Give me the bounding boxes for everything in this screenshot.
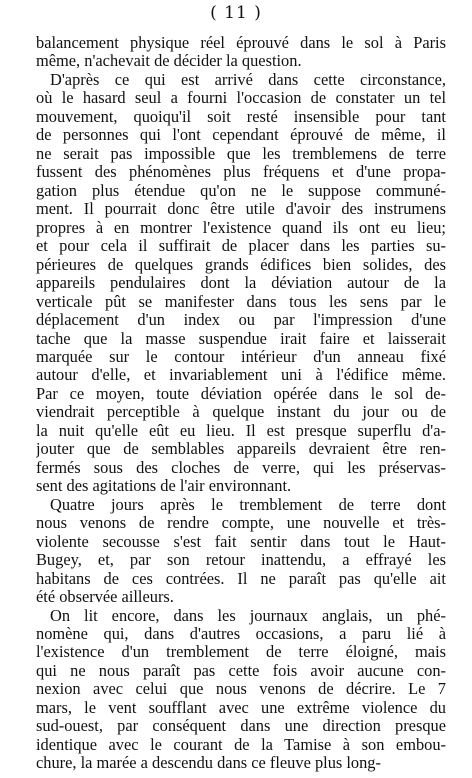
text-line: D'après ce qui est arrivé dans cette circonstance, [50, 70, 446, 89]
paragraph [36, 496, 446, 607]
paragraph [36, 34, 446, 71]
text-line: propres à en montrer l'existence quand ils ont eu lieu; [36, 218, 446, 237]
text-line: Bugey, et, par son retour inattendu, a effrayé les [36, 551, 446, 570]
text-line: fermés sous des cloches de verre, qui les préservas- [36, 458, 446, 477]
text-line: identique avec le courant de la Tamise à son embou- [36, 735, 446, 754]
paragraph [36, 607, 446, 773]
text-line: Par ce moyen, toute déviation opérée dans le sol de- [36, 384, 446, 403]
text-line: chure, la marée a descendu dans ce fleuve plus long- [36, 754, 381, 773]
text-line: fussent des phénomènes plus fréquens et d'une propa- [36, 163, 446, 182]
page-number: ( 11 ) [210, 3, 262, 23]
text-line: verticale pût se manifester dans tous les sens par le [36, 292, 446, 311]
text-line: où le hasard seul a fourni l'occasion de constater un tel [36, 89, 446, 108]
text-line: nous venons de rendre compte, une nouvelle et très- [36, 514, 446, 533]
text-line: violente secousse s'est fait sentir dans tout le Haut- [36, 532, 446, 551]
paragraph [36, 71, 446, 496]
text-line: qui ne nous paraît pas cette fois avoir aucune con- [36, 661, 446, 680]
text-line: l'existence d'un tremblement de terre éloigné, mais [36, 643, 446, 662]
text-line: de personnes qui l'ont cependant éprouvé de même, il [36, 126, 446, 145]
text-line: nomène qui, dans d'autres occasions, a paru lié à [36, 625, 446, 643]
text-line: sud-ouest, par conséquent dans une direction presque [36, 717, 446, 736]
text-line: gation plus étendue qu'on ne le suppose communé- [36, 181, 446, 200]
text-line: déplacement d'un index ou par l'impression d'une [36, 311, 446, 330]
text-line: balancement physique réel éprouvé dans le sol à Paris [36, 34, 446, 52]
text-line: autour d'elle, et invariablement uni à l'édifice même. [36, 366, 446, 385]
text-line: Quatre jours après le tremblement de terre dont [50, 495, 446, 514]
text-line: et pour cela il suffirait de placer dans les parties su- [36, 237, 446, 256]
text-line: marquée sur le contour intérieur d'un anneau fixé [36, 347, 446, 366]
text-line: été observée ailleurs. [36, 588, 174, 607]
text-line: appareils pendulaires dont la déviation autour de la [36, 274, 446, 293]
text-line: jouter que de semblables appareils devraient être ren- [36, 440, 446, 459]
text-line: mars, le vent soufflant avec une extrême violence du [36, 698, 446, 717]
text-line: viendrait perceptible à quelque instant du jour ou de [36, 403, 446, 422]
text-line: la nuit qu'elle eût eu lieu. Il est presque superflu d'a- [36, 421, 446, 440]
text-line: mouvement, quoiqu'il soit resté insensible pour tant [36, 107, 446, 126]
text-line: périeures de quelques grands édifices bien solides, des [36, 255, 446, 274]
text-line: habitans de ces contrées. Il ne paraît pas qu'elle ait [36, 569, 446, 588]
text-line: tache que la masse suspendue irait faire et laisserait [36, 329, 446, 348]
body-text [36, 34, 446, 773]
text-line: ne serait pas impossible que les tremblemens de terre [36, 144, 446, 163]
text-line: ment. Il pourrait donc être utile d'avoir des instrumens [36, 200, 446, 219]
text-line: même, n'achevait de décider la question. [36, 52, 302, 71]
text-line: On lit encore, dans les journaux anglais, un phé- [50, 606, 446, 625]
text-line: sent des agitations de l'air environnant. [36, 477, 292, 496]
text-line: nexion avec celui que nous venons de décrire. Le 7 [36, 680, 446, 699]
